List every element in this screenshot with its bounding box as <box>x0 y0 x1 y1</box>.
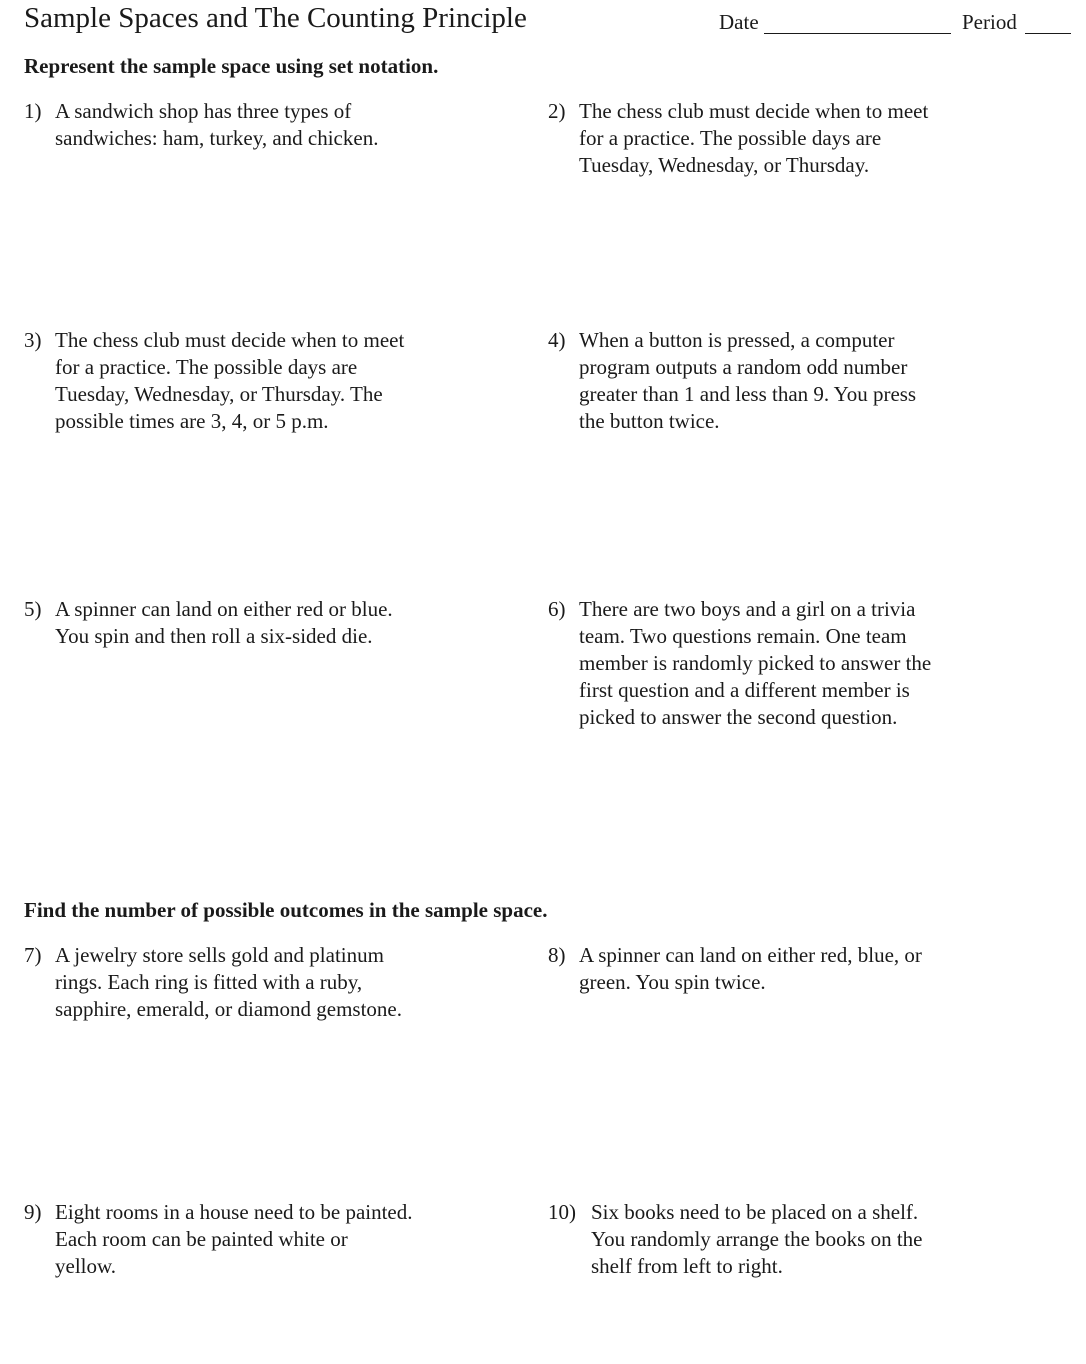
problem-text <box>579 327 916 435</box>
problem-2 <box>548 98 928 179</box>
problem-line: A spinner can land on either red, blue, or <box>579 943 922 967</box>
problem-text <box>55 327 404 435</box>
problem-number: 5) <box>24 597 42 621</box>
problem-1 <box>24 98 378 152</box>
problem-line: The chess club must decide when to meet <box>55 328 405 352</box>
problem-line: When a button is pressed, a computer <box>579 328 895 352</box>
problem-number: 7) <box>24 943 42 967</box>
date-label: Date <box>719 10 759 34</box>
problem-line: for a practice. The possible days are <box>55 355 358 379</box>
problem-text <box>55 942 402 1023</box>
problem-number: 3) <box>24 328 42 352</box>
problem-number: 9) <box>24 1200 42 1224</box>
problem-text <box>579 942 922 996</box>
problem-number: 10) <box>548 1200 576 1224</box>
problem-number: 6) <box>548 597 566 621</box>
problem-line: possible times are 3, 4, or 5 p.m. <box>55 409 329 433</box>
section-1-instruction: Represent the sample space using set notation. <box>24 54 439 78</box>
period-blank-line <box>1025 33 1071 34</box>
problem-line: the button twice. <box>579 409 720 433</box>
problem-4 <box>548 327 916 435</box>
problem-line: member is randomly picked to answer the <box>579 651 932 675</box>
problem-line: yellow. <box>55 1254 117 1278</box>
problem-text <box>55 98 378 152</box>
problem-text <box>591 1199 922 1280</box>
problem-5 <box>24 596 393 650</box>
problem-number: 4) <box>548 328 566 352</box>
problem-line: Eight rooms in a house need to be painted. <box>55 1200 413 1224</box>
problem-10 <box>548 1199 922 1280</box>
problem-line: team. Two questions remain. One team <box>579 624 907 648</box>
problem-line: You randomly arrange the books on the <box>591 1227 923 1251</box>
problem-line: sandwiches: ham, turkey, and chicken. <box>55 126 379 150</box>
problem-line: Six books need to be placed on a shelf. <box>591 1200 919 1224</box>
date-blank-line <box>764 33 951 34</box>
problem-line: rings. Each ring is fitted with a ruby, <box>55 970 363 994</box>
worksheet-title: Sample Spaces and The Counting Principle <box>24 2 527 34</box>
problem-number: 1) <box>24 99 42 123</box>
problem-line: A spinner can land on either red or blue. <box>55 597 393 621</box>
problem-line: A sandwich shop has three types of <box>55 99 352 123</box>
section-2-instruction: Find the number of possible outcomes in the sample space. <box>24 898 548 922</box>
problem-text <box>579 596 931 731</box>
problem-line: green. You spin twice. <box>579 970 766 994</box>
problem-3 <box>24 327 404 435</box>
problem-line: There are two boys and a girl on a trivia <box>579 597 916 621</box>
problem-line: shelf from left to right. <box>591 1254 783 1278</box>
period-label: Period <box>962 10 1017 34</box>
problem-line: The chess club must decide when to meet <box>579 99 929 123</box>
problem-text <box>55 1199 413 1280</box>
problem-number: 2) <box>548 99 566 123</box>
problem-line: A jewelry store sells gold and platinum <box>55 943 384 967</box>
problem-line: first question and a different member is <box>579 678 910 702</box>
problem-line: sapphire, emerald, or diamond gemstone. <box>55 997 402 1021</box>
problem-line: greater than 1 and less than 9. You press <box>579 382 917 406</box>
problem-line: picked to answer the second question. <box>579 705 898 729</box>
problem-line: Tuesday, Wednesday, or Thursday. The <box>55 382 383 406</box>
problem-6 <box>548 596 931 731</box>
problem-7 <box>24 942 402 1023</box>
problem-8 <box>548 942 922 996</box>
problem-line: You spin and then roll a six-sided die. <box>55 624 373 648</box>
problem-text <box>55 596 393 650</box>
problem-text <box>579 98 928 179</box>
problem-line: for a practice. The possible days are <box>579 126 882 150</box>
problem-number: 8) <box>548 943 566 967</box>
problem-line: program outputs a random odd number <box>579 355 908 379</box>
problem-line: Each room can be painted white or <box>55 1227 348 1251</box>
problem-line: Tuesday, Wednesday, or Thursday. <box>579 153 870 177</box>
problem-9 <box>24 1199 413 1280</box>
